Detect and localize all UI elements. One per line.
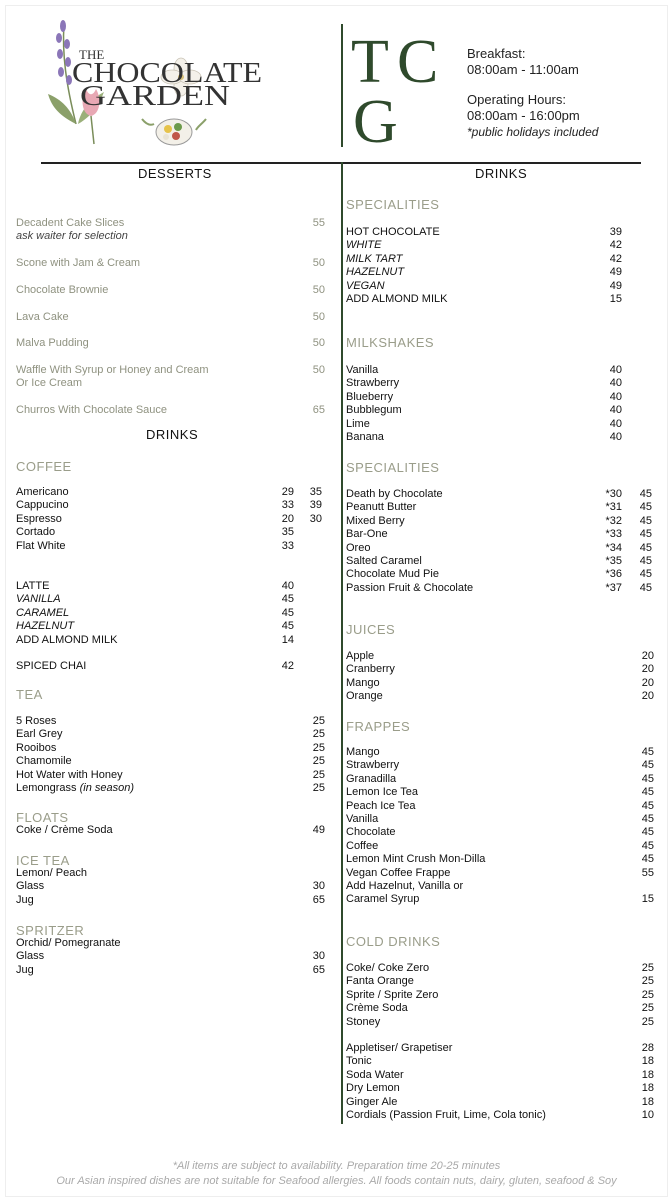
dessert-price: 50 bbox=[312, 311, 325, 323]
menu-item-price: 25 bbox=[641, 962, 654, 974]
speciality-item-code: *36 bbox=[605, 568, 622, 581]
menu-item-price: 25 bbox=[641, 988, 654, 1001]
dessert-item bbox=[16, 404, 167, 417]
menu-item-name: HOT CHOCOLATE bbox=[346, 226, 440, 238]
menu-item-price: 45 bbox=[641, 839, 654, 852]
latte-item-price: 45 bbox=[281, 606, 294, 619]
public-holidays-note: *public holidays included bbox=[467, 125, 599, 139]
icetea-title: ICE TEA bbox=[16, 853, 70, 868]
speciality-item-price: 45 bbox=[639, 581, 652, 594]
coffee-price-small: 20 bbox=[281, 512, 294, 525]
dessert-name: Waffle With Syrup or Honey and Cream bbox=[16, 364, 209, 376]
menu-item-price: 25 bbox=[312, 715, 325, 727]
coffee-price-large: 30 bbox=[309, 512, 322, 525]
milkshakes-title: MILKSHAKES bbox=[346, 335, 435, 350]
speciality-item-code: *33 bbox=[605, 528, 622, 541]
speciality-item-name: Passion Fruit & Chocolate bbox=[346, 581, 474, 594]
column-divider bbox=[341, 162, 343, 1124]
menu-item-name: Lemon/ Peach bbox=[16, 867, 87, 879]
menu-item-name: Mango bbox=[346, 746, 380, 758]
monogram-t: T bbox=[351, 28, 389, 96]
menu-item-name: Cranberry bbox=[346, 663, 395, 676]
frappes-title: FRAPPES bbox=[346, 719, 411, 734]
menu-item-price: 25 bbox=[641, 1015, 654, 1028]
menu-item-name: Coke / Crème Soda bbox=[16, 824, 113, 836]
spiced-chai-price: 42 bbox=[281, 660, 294, 672]
dessert-price: 50 bbox=[312, 364, 325, 376]
speciality-item-code: *31 bbox=[605, 501, 622, 514]
latte-item-price: 45 bbox=[281, 593, 294, 606]
cold-drinks-title: COLD DRINKS bbox=[346, 934, 441, 949]
menu-item-price: 39 bbox=[609, 226, 622, 238]
menu-item-price: 42 bbox=[609, 252, 622, 265]
speciality-item-code: *35 bbox=[605, 555, 622, 567]
coffee-price-large: 39 bbox=[309, 499, 322, 512]
speciality-item-price: 45 bbox=[639, 568, 652, 581]
menu-item-name: Peach Ice Tea bbox=[346, 799, 416, 812]
menu-item-price: 45 bbox=[641, 813, 654, 825]
menu-item-price: 49 bbox=[312, 824, 325, 836]
menu-item-price: 40 bbox=[609, 364, 622, 376]
menu-item-name: Granadilla bbox=[346, 772, 397, 785]
dessert-name: Scone with Jam & Cream bbox=[16, 257, 141, 269]
speciality-item-code: *34 bbox=[605, 541, 622, 554]
menu-item-price: 45 bbox=[641, 853, 654, 866]
coffee-price-small: 29 bbox=[281, 486, 294, 498]
footer-allergy-note: Our Asian inspired dishes are not suitable for Seafood allergies. All foods contain nuts, dairy, gluten, seafood & Soy bbox=[56, 1175, 617, 1187]
dessert-name: Lava Cake bbox=[16, 311, 69, 323]
menu-item-price: 25 bbox=[641, 1002, 654, 1015]
cold-drink-name: Soda Water bbox=[346, 1068, 404, 1081]
dessert-item bbox=[16, 257, 140, 270]
menu-item-name: Caramel Syrup bbox=[346, 893, 420, 906]
cold-drink-price: 28 bbox=[641, 1042, 654, 1054]
latte-item-name: ADD ALMOND MILK bbox=[16, 633, 118, 646]
menu-item-note: (in season) bbox=[79, 782, 135, 794]
menu-item-price: 45 bbox=[641, 759, 654, 772]
opening-hours bbox=[467, 46, 598, 140]
floats-title: FLOATS bbox=[16, 810, 69, 825]
cold-drink-price: 18 bbox=[641, 1055, 654, 1068]
menu-item-price: 65 bbox=[312, 893, 325, 906]
menu-item-price: 25 bbox=[641, 975, 654, 988]
menu-item-name: Strawberry bbox=[346, 759, 400, 772]
speciality-item-name: Chocolate Mud Pie bbox=[346, 568, 439, 581]
specialities-title-1: SPECIALITIES bbox=[346, 197, 440, 212]
menu-item-name: Coffee bbox=[346, 839, 379, 852]
menu-page bbox=[5, 5, 668, 1197]
menu-item-name: Glass bbox=[16, 880, 45, 893]
menu-item-name: VEGAN bbox=[346, 279, 385, 292]
dessert-name: Malva Pudding bbox=[16, 337, 89, 349]
cold-drink-price: 18 bbox=[641, 1068, 654, 1081]
menu-item-price: 42 bbox=[609, 239, 622, 252]
latte-item-name: HAZELNUT bbox=[16, 620, 75, 633]
menu-item-name: Jug bbox=[16, 963, 34, 976]
menu-item-price: 15 bbox=[609, 293, 622, 305]
menu-item-price: 30 bbox=[312, 880, 325, 893]
menu-item-name: Mango bbox=[346, 676, 380, 689]
menu-item-price: 45 bbox=[641, 786, 654, 799]
menu-item-name: Lemon Ice Tea bbox=[346, 786, 418, 799]
menu-item-price: 45 bbox=[641, 799, 654, 812]
coffee-item-name: Flat White bbox=[16, 539, 66, 552]
menu-item-price: 40 bbox=[609, 431, 622, 443]
menu-item-name: Sprite / Sprite Zero bbox=[346, 988, 439, 1001]
speciality-item-price: 45 bbox=[639, 541, 652, 554]
speciality-item-price: 45 bbox=[639, 514, 652, 527]
desserts-title: DESSERTS bbox=[138, 166, 212, 181]
menu-item-price: 55 bbox=[641, 866, 654, 879]
chocolate-garden-logo bbox=[46, 14, 276, 154]
dessert-item bbox=[16, 311, 69, 324]
cold-drink-name: Ginger Ale bbox=[346, 1095, 398, 1108]
menu-item-name: MILK TART bbox=[346, 252, 403, 265]
cold-drink-price: 18 bbox=[641, 1082, 654, 1095]
menu-item-name: Rooibos bbox=[16, 741, 57, 754]
menu-item-name: ADD ALMOND MILK bbox=[346, 293, 448, 305]
latte-item-price: 45 bbox=[281, 620, 294, 633]
coffee-item-name: Americano bbox=[16, 486, 69, 498]
menu-item-name: Orchid/ Pomegranate bbox=[16, 937, 121, 949]
menu-item-price: 25 bbox=[312, 741, 325, 754]
coffee-title: COFFEE bbox=[16, 459, 72, 474]
dessert-name: Chocolate Brownie bbox=[16, 284, 109, 296]
left-drinks-title: DRINKS bbox=[146, 427, 199, 442]
cold-drink-name: Cordials (Passion Fruit, Lime, Cola tonic) bbox=[346, 1109, 546, 1121]
menu-item-name: Vanilla bbox=[346, 364, 379, 376]
latte-item-name: LATTE bbox=[16, 580, 50, 592]
menu-item-price: 30 bbox=[312, 950, 325, 963]
menu-item-name: Lime bbox=[346, 417, 370, 430]
tcg-monogram bbox=[351, 24, 461, 146]
latte-item-price: 14 bbox=[281, 633, 294, 646]
menu-item-price: 45 bbox=[641, 826, 654, 839]
dessert-price: 55 bbox=[312, 217, 325, 229]
menu-item-price: 40 bbox=[609, 404, 622, 417]
speciality-item-code: *37 bbox=[605, 581, 622, 594]
menu-item-name: Bubblegum bbox=[346, 404, 402, 417]
cold-drink-name: Dry Lemon bbox=[346, 1082, 400, 1095]
spritzer-title: SPRITZER bbox=[16, 923, 85, 938]
speciality-item-name: Peanutt Butter bbox=[346, 501, 417, 514]
menu-item-price: 45 bbox=[641, 746, 654, 758]
menu-item-name: Apple bbox=[346, 650, 375, 662]
menu-item-name: Jug bbox=[16, 893, 34, 906]
menu-item-name: Earl Grey bbox=[16, 728, 63, 741]
menu-item-name: Lemon Mint Crush Mon-Dilla bbox=[346, 853, 486, 866]
menu-item-name: Coke/ Coke Zero bbox=[346, 962, 430, 974]
menu-item-name: Stoney bbox=[346, 1015, 381, 1028]
dessert-name-line2: Or Ice Cream bbox=[16, 377, 83, 389]
dessert-name: Churros With Chocolate Sauce bbox=[16, 404, 168, 416]
menu-item-name: 5 Roses bbox=[16, 715, 57, 727]
dessert-price: 50 bbox=[312, 257, 325, 269]
menu-item-price: 25 bbox=[312, 768, 325, 781]
operating-hours-label: Operating Hours: bbox=[467, 92, 566, 107]
menu-item-name: Vanilla bbox=[346, 813, 379, 825]
menu-item-price: 40 bbox=[609, 390, 622, 403]
latte-item-name: VANILLA bbox=[16, 593, 61, 606]
dessert-name: Decadent Cake Slices bbox=[16, 217, 125, 229]
coffee-price-small: 33 bbox=[281, 499, 294, 512]
speciality-item-name: Death by Chocolate bbox=[346, 488, 443, 500]
speciality-item-code: *32 bbox=[605, 514, 622, 527]
menu-item-price: 25 bbox=[312, 755, 325, 768]
menu-item-price: 20 bbox=[641, 663, 654, 676]
menu-item-price: 40 bbox=[609, 417, 622, 430]
logo-garden: GARDEN bbox=[80, 81, 230, 112]
dessert-item bbox=[16, 284, 108, 297]
speciality-item-name: Mixed Berry bbox=[346, 514, 405, 527]
breakfast-time: 08:00am - 11:00am bbox=[467, 62, 579, 77]
breakfast-label: Breakfast: bbox=[467, 46, 526, 61]
dessert-item bbox=[16, 364, 209, 390]
logo-chocolate: CHOCOLATE bbox=[72, 58, 262, 89]
coffee-price-small: 35 bbox=[281, 526, 294, 539]
operating-hours-time: 08:00am - 16:00pm bbox=[467, 108, 580, 123]
coffee-item-name: Cappucino bbox=[16, 499, 69, 512]
menu-item-name: Banana bbox=[346, 431, 384, 443]
speciality-item-price: 45 bbox=[639, 488, 652, 500]
right-drinks-title: DRINKS bbox=[475, 166, 528, 181]
menu-item-name: Strawberry bbox=[346, 377, 400, 390]
menu-item-price: 20 bbox=[641, 690, 654, 703]
menu-item-price: 20 bbox=[641, 676, 654, 689]
speciality-item-name: Bar-One bbox=[346, 528, 388, 541]
spiced-chai-name: SPICED CHAI bbox=[16, 660, 87, 672]
dessert-price: 65 bbox=[312, 404, 325, 416]
cold-drink-name: Appletiser/ Grapetiser bbox=[346, 1042, 453, 1054]
menu-item-name: Vegan Coffee Frappe bbox=[346, 866, 451, 879]
menu-item-name: Chocolate bbox=[346, 826, 396, 839]
header-divider bbox=[341, 24, 343, 147]
dessert-item bbox=[16, 337, 89, 350]
cold-drink-price: 10 bbox=[641, 1109, 654, 1121]
speciality-item-code: *30 bbox=[605, 488, 622, 500]
dessert-price: 50 bbox=[312, 284, 325, 296]
cold-drink-price: 18 bbox=[641, 1095, 654, 1108]
menu-item-name: Add Hazelnut, Vanilla or bbox=[346, 880, 464, 892]
footer-availability-note: *All items are subject to availability. Preparation time 20-25 minutes bbox=[172, 1160, 501, 1172]
dessert-price: 50 bbox=[312, 337, 325, 349]
menu-item-name: Fanta Orange bbox=[346, 975, 414, 988]
logo-the: THE bbox=[79, 47, 105, 62]
menu-item-name: Orange bbox=[346, 690, 383, 703]
menu-item-name: WHITE bbox=[346, 239, 382, 252]
dessert-subtext: ask waiter for selection bbox=[16, 230, 128, 242]
menu-item-price: 65 bbox=[312, 963, 325, 976]
speciality-item-name: Oreo bbox=[346, 541, 371, 554]
coffee-item-name: Cortado bbox=[16, 526, 56, 539]
menu-item-price: 25 bbox=[312, 728, 325, 741]
latte-item-price: 40 bbox=[281, 580, 294, 592]
menu-item-name: Blueberry bbox=[346, 390, 394, 403]
menu-item-price: 20 bbox=[641, 650, 654, 662]
specialities-title-2: SPECIALITIES bbox=[346, 460, 440, 475]
menu-item-name: Hot Water with Honey bbox=[16, 768, 123, 781]
monogram-c: C bbox=[397, 28, 439, 96]
tea-title: TEA bbox=[16, 687, 43, 702]
coffee-price-small: 33 bbox=[281, 539, 294, 552]
menu-item-price: 49 bbox=[609, 266, 622, 279]
menu-item-name: Crème Soda bbox=[346, 1002, 408, 1015]
menu-item-price: 15 bbox=[641, 893, 654, 906]
speciality-item-price: 45 bbox=[639, 555, 652, 567]
monogram-g: G bbox=[353, 88, 398, 146]
menu-item-name: Lemongrass (in season) bbox=[16, 782, 135, 794]
speciality-item-price: 45 bbox=[639, 528, 652, 541]
menu-item-price: 40 bbox=[609, 377, 622, 390]
juices-title: JUICES bbox=[346, 622, 396, 637]
menu-item-price: 49 bbox=[609, 279, 622, 292]
menu-item-name: HAZELNUT bbox=[346, 266, 405, 279]
menu-item-name: Chamomile bbox=[16, 755, 72, 768]
coffee-item-name: Espresso bbox=[16, 512, 62, 525]
menu-item-price: 45 bbox=[641, 772, 654, 785]
cold-drink-name: Tonic bbox=[346, 1055, 372, 1068]
speciality-item-name: Salted Caramel bbox=[346, 555, 422, 567]
latte-item-name: CARAMEL bbox=[16, 606, 70, 619]
menu-item-price: 25 bbox=[312, 782, 325, 794]
dessert-item bbox=[16, 217, 128, 243]
coffee-price-large: 35 bbox=[309, 486, 322, 498]
speciality-item-price: 45 bbox=[639, 501, 652, 514]
menu-item-name: Glass bbox=[16, 950, 45, 963]
